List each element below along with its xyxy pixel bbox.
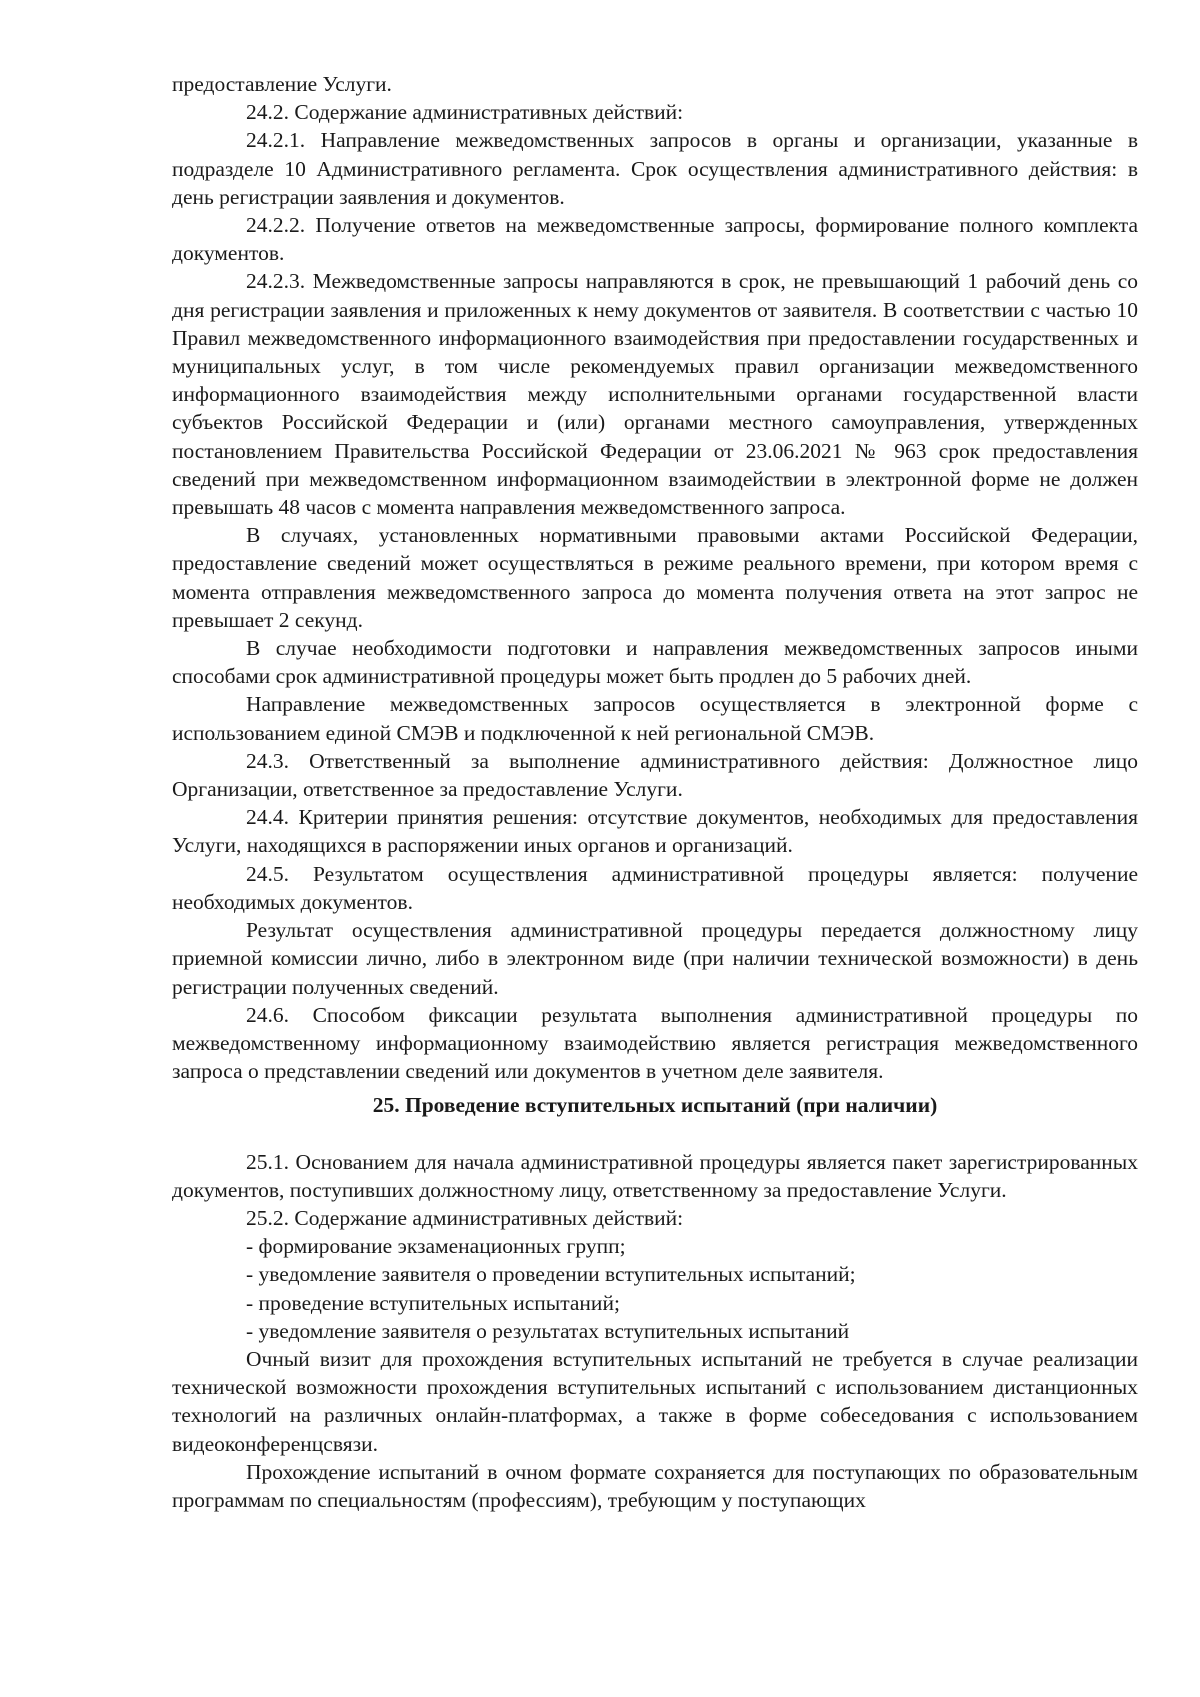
section-heading-25: 25. Проведение вступительных испытаний (при наличии) [372,1093,938,1118]
paragraph: 25.1. Основанием для начала административной процедуры является пакет зарегистрированных документов, поступивших должностному лицу, ответственному за предоставление Услуги. [172,1149,1138,1202]
paragraph: - проведение вступительных испытаний; [246,1290,620,1315]
paragraph: 24.6. Способом фиксации результата выполнения административной процедуры по межведомственному информационному взаимодействию является регистрация межведомственного запроса о представлении сведений или документов в учетном деле заявителя. [172,1002,1138,1084]
heading-spacer [172,1120,1138,1148]
section-25-body [172,1148,1138,1515]
section-24-body [172,70,1138,1085]
paragraph: 24.5. Результатом осуществления административной процедуры является: получение необходимых документов. [172,861,1138,914]
paragraph: 24.2.3. Межведомственные запросы направляются в срок, не превышающий 1 рабочий день со дня регистрации заявления и приложенных к нему документов от заявителя. В соответствии с частью 10 Правил межведомственного информационного взаимодействия при предоставлении государственных и муниципальных услуг, в том числе рекомендуемых правил организации межведомственного информационного взаимодействия между исполнительными органами государственной власти субъектов Российской Федерации и (или) органами местного самоуправления, утвержденных постановлением Правительства Российской Федерации от 23.06.2021 № 963 срок предоставления сведений при межведомственном информационном взаимодействии в электронной форме не должен превышать 48 часов с момента направления межведомственного запроса. [172,269,1138,520]
paragraph: 24.2. Содержание административных действий: [246,100,684,125]
paragraph: 24.4. Критерии принятия решения: отсутствие документов, необходимых для предоставления Услуги, находящихся в распоряжении иных органов и организаций. [172,805,1138,858]
paragraph: 24.2.1. Направление межведомственных запросов в органы и организации, указанные в подразделе 10 Административного регламента. Срок осуществления административного действия: в день регистрации заявления и документов. [172,128,1138,209]
paragraph: - формирование экзаменационных групп; [246,1234,626,1259]
paragraph: 24.2.2. Получение ответов на межведомственные запросы, формирование полного комплекта документов. [172,213,1138,266]
paragraph: 25.2. Содержание административных действий: [246,1205,684,1230]
paragraph: В случае необходимости подготовки и направления межведомственных запросов иными способами срок административной процедуры может быть продлен до 5 рабочих дней. [172,636,1138,689]
paragraph: Результат осуществления административной процедуры передается должностному лицу приемной комиссии лично, либо в электронном виде (при наличии технической возможности) в день регистрации полученных сведений. [172,918,1138,999]
paragraph: - уведомление заявителя о проведении вступительных испытаний; [246,1262,856,1287]
document-page [172,70,1138,1514]
paragraph: Очный визит для прохождения вступительных испытаний не требуется в случае реализации технической возможности прохождения вступительных испытаний с использованием дистанционных технологий на различных онлайн-платформах, а также в форме собеседования с использованием видеоконференцсвязи. [172,1346,1138,1456]
paragraph: В случаях, установленных нормативными правовыми актами Российской Федерации, предоставление сведений может осуществляться в режиме реального времени, при котором время с момента отправления межведомственного запроса до момента получения ответа на этот запрос не превышает 2 секунд. [172,523,1138,632]
paragraph: предоставление Услуги. [172,72,392,96]
paragraph: Прохождение испытаний в очном формате сохраняется для поступающих по образовательным программам по специальностям (профессиям), требующим у поступающих [172,1459,1138,1512]
paragraph: - уведомление заявителя о результатах вступительных испытаний [246,1318,850,1343]
paragraph: Направление межведомственных запросов осуществляется в электронной форме с использованием единой СМЭВ и подключенной к ней региональной СМЭВ. [172,692,1138,745]
paragraph: 24.3. Ответственный за выполнение административного действия: Должностное лицо Организации, ответственное за предоставление Услуги. [172,748,1138,802]
